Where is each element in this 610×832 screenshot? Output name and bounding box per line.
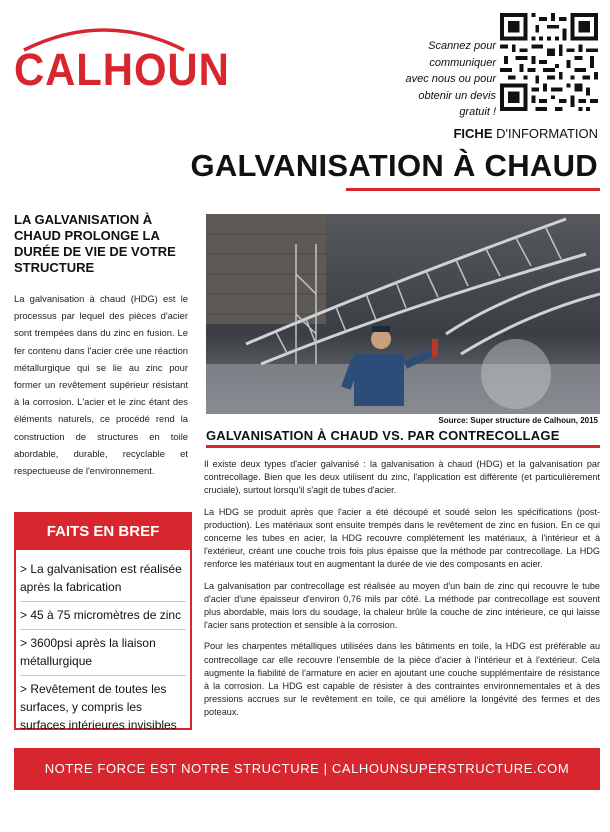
scan-line-1: Scannez pour xyxy=(428,40,496,52)
quick-facts-title: FAITS EN BREF xyxy=(16,514,190,550)
section-paragraph: La HDG se produit après que l'acier a été découpé et soudé selon les spécifications (post-production). Les matériaux sont ensuite trempés dans le revêtement de zinc en fusion. En ce qui concerne les tubes en acier, la HDG recouvre complètement les matériaux, à l'intérieur et à l'extérieur, créant une couche trois fois plus épaisse que la méthode par contrecollage. La HDG renforce les matériaux tout en augmentant la durée de vie des composants en acier. xyxy=(204,506,600,570)
title-divider xyxy=(346,188,600,191)
quick-facts-list xyxy=(20,560,186,743)
scan-line-5: gratuit ! xyxy=(459,106,496,118)
section-title: GALVANISATION À CHAUD VS. PAR CONTRECOLLAGE xyxy=(206,428,560,443)
fact-item: > Revêtement de toutes les surfaces, y compris les surfaces intérieures invisibles xyxy=(20,682,177,732)
scan-prompt xyxy=(376,38,496,121)
footer-banner[interactable]: NOTRE FORCE EST NOTRE STRUCTURE | CALHOUNSUPERSTRUCTURE.COM 800.265.3994 xyxy=(14,748,600,790)
section-paragraph: Il existe deux types d'acier galvanisé : la galvanisation à chaud (HDG) et la galvanisation par contrecollage. Bien que les deux utilisent du zinc, l'application est différente (et particulièrement cruciale), surtout lorsqu'il s'agit de tubes d'acier. xyxy=(204,459,600,496)
intro-paragraph: La galvanisation à chaud (HDG) est le processus par lequel des pièces d'acier sont trempées dans du zinc en fusion. Le fer contenu dans l'acier crée une réaction métallurgique qui se lie au zinc pour former un revêtement supérieur résistant à la corrosion. L'acier et le zinc étant des éléments naturels, ce procédé rend la construction de structures en toile abordable, durable, recyclable et respectueuse de l'environnement. xyxy=(14,293,188,477)
doc-kicker-bold: FICHE xyxy=(453,126,493,141)
factory-photo xyxy=(206,214,600,414)
page-title: GALVANISATION À CHAUD xyxy=(190,148,598,183)
section-paragraph: Pour les charpentes métalliques utilisées dans les bâtiments en toile, la HDG est préférable au contrecollage car elle recouvre l'ensemble de la pièce d'acier à l'intérieur et à l'extérieur. Cela augmente la fiabilité de l'armature en acier en ajoutant une couche supplémentaire de résistance à la corrosion. La HDG est capable de résister à des contraintes environnementales et à des pressions accrues sur le revêtement en toile, ce qui améliore la longévité des fermes et des poteaux. xyxy=(204,641,600,718)
section-divider xyxy=(206,445,600,448)
intro-heading: LA GALVANISATION À CHAUD PROLONGE LA DURÉE DE VIE DE VOTRE STRUCTURE xyxy=(14,212,176,275)
scan-line-3: avec nous ou pour xyxy=(405,73,496,85)
quick-facts-box xyxy=(14,512,192,730)
doc-kicker-rest: D'INFORMATION xyxy=(492,126,598,141)
fact-item: > La galvanisation est réalisée après la fabrication xyxy=(20,560,186,602)
doc-kicker xyxy=(453,126,598,141)
photo-caption: Source: Super structure de Calhoun, 2015 xyxy=(438,416,598,425)
qr-code[interactable] xyxy=(500,13,598,111)
scan-line-4: obtenir un devis xyxy=(418,89,496,102)
section-paragraph: La galvanisation par contrecollage est réalisée au moyen d'un bain de zinc qui recouvre le tube d'acier d'une épaisseur d'environ 0,76 mils par côté. La méthode par contrecollage est souvent plus abordable, mais lors du soudage, la chaleur brûle la couche de zinc intérieure, ce qui laisse l'acier sans protection et sensible à la corrosion. xyxy=(204,580,600,631)
fact-item: > 3600psi après la liaison métallurgique xyxy=(20,634,186,676)
fact-item: > 45 à 75 micromètres de zinc xyxy=(20,606,186,630)
section-body xyxy=(204,458,600,728)
scan-line-2: communiquer xyxy=(429,56,496,69)
calhoun-logo[interactable]: CALHOUN xyxy=(14,44,230,95)
